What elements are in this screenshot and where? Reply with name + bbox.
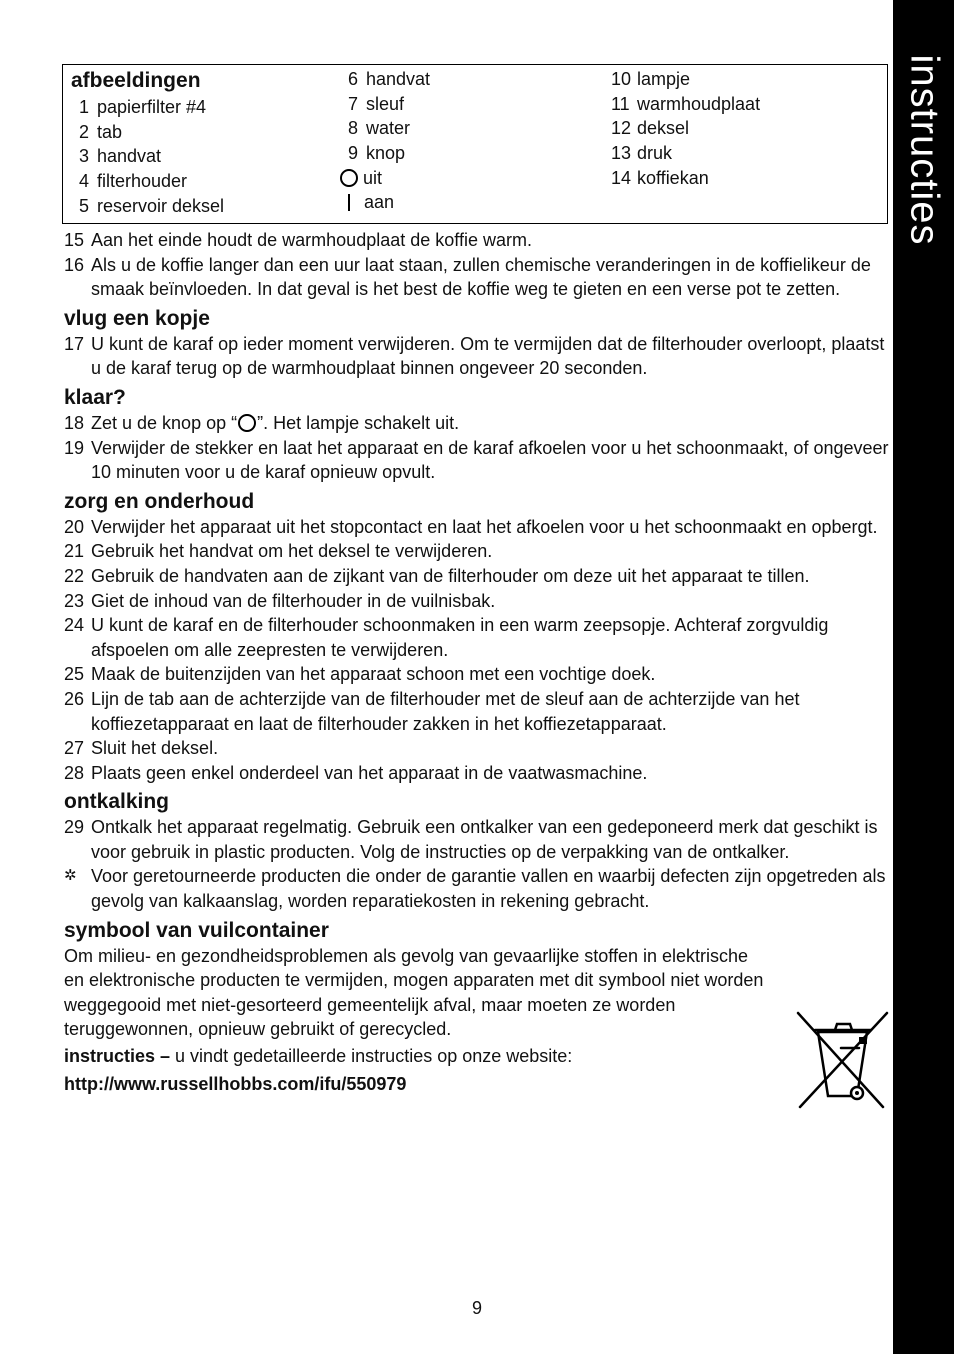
- part-label: aan: [364, 192, 395, 213]
- part-label: tab: [97, 121, 123, 142]
- part-label: sleuf: [366, 93, 405, 114]
- part-number: 9: [348, 143, 359, 164]
- item-number: 23: [64, 590, 85, 611]
- part-label: warmhoudplaat: [637, 93, 761, 114]
- instruction-item: [64, 436, 890, 485]
- section-heading-symbool: symbool van vuilcontainer: [64, 918, 329, 942]
- instruction-item: [64, 228, 890, 253]
- item-number: 20: [64, 516, 85, 537]
- instructions-label: instructies –: [64, 1046, 171, 1067]
- page-number: 9: [471, 1298, 482, 1318]
- section-heading-zorg: zorg en onderhoud: [64, 489, 255, 513]
- item-text: Verwijder het apparaat uit het stopcontact en laat het afkoelen voor u het schoonmaakt en opbergt.: [91, 516, 878, 537]
- item-number: 17: [64, 333, 85, 354]
- item-number: 27: [64, 738, 85, 759]
- item-number: 26: [64, 688, 85, 709]
- part-item: [348, 116, 430, 141]
- instruction-item: [64, 411, 890, 436]
- part-item: [348, 166, 430, 191]
- part-item: [348, 92, 430, 117]
- item-text-part: Zet u de knop op “: [91, 412, 238, 433]
- item-number: 28: [64, 762, 85, 783]
- circle-off-icon: [238, 414, 256, 432]
- item-number: 24: [64, 615, 85, 636]
- item-text: U kunt de karaf en de filterhouder schoonmaken in een warm zeepsopje. Achteraf zorgvuldig afspoelen om alle zeepresten te verwijderen.: [91, 615, 829, 660]
- item-text: U kunt de karaf op ieder moment verwijderen. Om te vermijden dat de filterhouder overloopt, plaatst u de karaf terug op de warmhoudplaat binnen ongeveer 20 seconden.: [91, 333, 885, 379]
- instructions-text: u vindt gedetailleerde instructies op onze website:: [170, 1046, 573, 1067]
- instruction-item: [64, 332, 890, 381]
- weee-paragraph: Om milieu- en gezondheidsproblemen als gevolg van gevaarlijke stoffen in elektrische en elektronische producten te vermijden, mogen apparaten met dit symbool niet worden weggegooid met niet-gesorteerd gemeentelijk afval, maar moeten ze worden teruggewonnen, opnieuw gebruikt of gerecycled.: [64, 945, 764, 1040]
- part-label: koffiekan: [637, 167, 709, 188]
- part-item: [348, 141, 430, 166]
- item-number: 21: [64, 541, 85, 562]
- part-number: 10: [611, 69, 632, 89]
- part-item: [611, 141, 760, 166]
- instruction-item: [64, 736, 890, 761]
- section-heading-vlug: vlug een kopje: [64, 306, 210, 330]
- part-label: deksel: [637, 118, 690, 139]
- instructions-content: [64, 228, 890, 1098]
- instruction-item: [64, 589, 890, 614]
- bar-on-icon: [348, 194, 350, 211]
- item-number: 22: [64, 565, 85, 586]
- part-label: druk: [637, 143, 673, 164]
- item-number: 18: [64, 412, 85, 433]
- item-number: 15: [64, 230, 85, 250]
- instruction-item: [64, 761, 890, 786]
- part-number: 5: [79, 195, 90, 216]
- part-number: 14: [611, 167, 632, 188]
- instruction-item: [64, 662, 890, 687]
- instruction-item: [64, 687, 890, 736]
- item-text: Lijn de tab aan de achterzijde van de filterhouder met de sleuf aan de achterzijde van het koffiezetapparaat en laat de filterhouder zakken in het koffiezetapparaat.: [91, 688, 800, 734]
- item-number: 19: [64, 437, 85, 458]
- sidebar-title: instructies: [902, 54, 946, 246]
- part-item: [611, 92, 760, 117]
- sun-star-icon: ✲: [64, 867, 77, 885]
- section-heading-ontkalking: ontkalking: [64, 790, 170, 814]
- item-text: Gebruik de handvaten aan de zijkant van de filterhouder om deze uit het apparaat te tillen.: [91, 565, 810, 586]
- part-label: handvat: [97, 146, 162, 167]
- part-number: 8: [348, 118, 359, 139]
- part-label: uit: [363, 167, 383, 188]
- part-number: 3: [79, 146, 90, 167]
- instruction-item: [64, 539, 890, 564]
- item-text: Ontkalk het apparaat regelmatig. Gebruik een ontkalker van een gedeponeerd merk dat geschikt is voor gebruik in plastic producten. Volg de instructies op de verpakking van de ontkalker.: [91, 817, 878, 862]
- parts-column-1: [79, 95, 224, 218]
- item-number: 25: [64, 664, 85, 685]
- part-item: [611, 67, 760, 92]
- part-number: 7: [348, 93, 359, 114]
- instruction-item: [64, 253, 890, 302]
- item-number: 29: [64, 817, 85, 838]
- part-item: [79, 95, 224, 120]
- instruction-item: [64, 613, 890, 662]
- item-text: Aan het einde houdt de warmhoudplaat de koffie warm.: [91, 230, 532, 250]
- part-label: knop: [366, 143, 406, 164]
- item-number: 16: [64, 254, 85, 275]
- part-item: [79, 144, 224, 169]
- part-item: [79, 120, 224, 145]
- part-number: 1: [79, 97, 90, 117]
- part-item: [79, 169, 224, 194]
- instruction-item: [64, 815, 890, 864]
- item-text: Verwijder de stekker en laat het apparaat en de karaf afkoelen voor u het schoonmaakt, of ongeveer 10 minuten voor u de karaf opnieuw opvult.: [91, 437, 889, 483]
- circle-off-icon: [340, 169, 358, 187]
- item-text-part: ”. Het lampje schakelt uit.: [257, 412, 460, 433]
- website-link[interactable]: http://www.russellhobbs.com/ifu/550979: [64, 1074, 407, 1095]
- section-heading-klaar: klaar?: [64, 385, 126, 409]
- part-label: water: [366, 118, 411, 139]
- item-text: Sluit het deksel.: [91, 738, 219, 759]
- sidebar-tab: [893, 0, 954, 1354]
- part-label: papierfilter #4: [97, 97, 207, 117]
- parts-column-2: [348, 67, 430, 215]
- part-label: filterhouder: [97, 171, 188, 192]
- instructions-line: [64, 1043, 890, 1070]
- item-text: Giet de inhoud van de filterhouder in de vuilnisbak.: [91, 590, 496, 611]
- item-text: [91, 411, 890, 436]
- instruction-item: [64, 564, 890, 589]
- part-item: [611, 166, 760, 191]
- parts-legend-box: [62, 64, 888, 224]
- part-label: lampje: [637, 69, 691, 89]
- instruction-item: [64, 515, 890, 540]
- parts-column-3: [611, 67, 760, 190]
- part-number: 13: [611, 143, 632, 164]
- warranty-note: [64, 864, 890, 913]
- part-number: 4: [79, 171, 90, 192]
- item-text: Als u de koffie langer dan een uur laat staan, zullen chemische veranderingen in de koffielikeur de smaak beïnvloeden. In dat geval is het best de koffie weg te gieten en een verse pot te zetten.: [91, 254, 871, 300]
- part-number: 2: [79, 121, 90, 142]
- item-text: Plaats geen enkel onderdeel van het apparaat in de vaatwasmachine.: [91, 762, 648, 783]
- part-item: [348, 67, 430, 92]
- part-number: 11: [611, 93, 630, 114]
- parts-heading: afbeeldingen: [71, 69, 201, 92]
- part-number: 12: [611, 118, 632, 139]
- note-text: Voor geretourneerde producten die onder de garantie vallen en waarbij defecten zijn opgetreden als gevolg van kalkaanslag, worden reparatiekosten in rekening gebracht.: [91, 866, 886, 912]
- item-text: Maak de buitenzijden van het apparaat schoon met een vochtige doek.: [91, 664, 656, 685]
- part-item: [611, 116, 760, 141]
- part-label: reservoir deksel: [97, 195, 225, 216]
- part-label: handvat: [366, 69, 431, 89]
- crossed-out-wheelie-bin-icon: [795, 1010, 890, 1110]
- part-number: 6: [348, 69, 359, 89]
- item-text: Gebruik het handvat om het deksel te verwijderen.: [91, 541, 493, 562]
- part-item: [348, 190, 430, 215]
- part-item: [79, 194, 224, 219]
